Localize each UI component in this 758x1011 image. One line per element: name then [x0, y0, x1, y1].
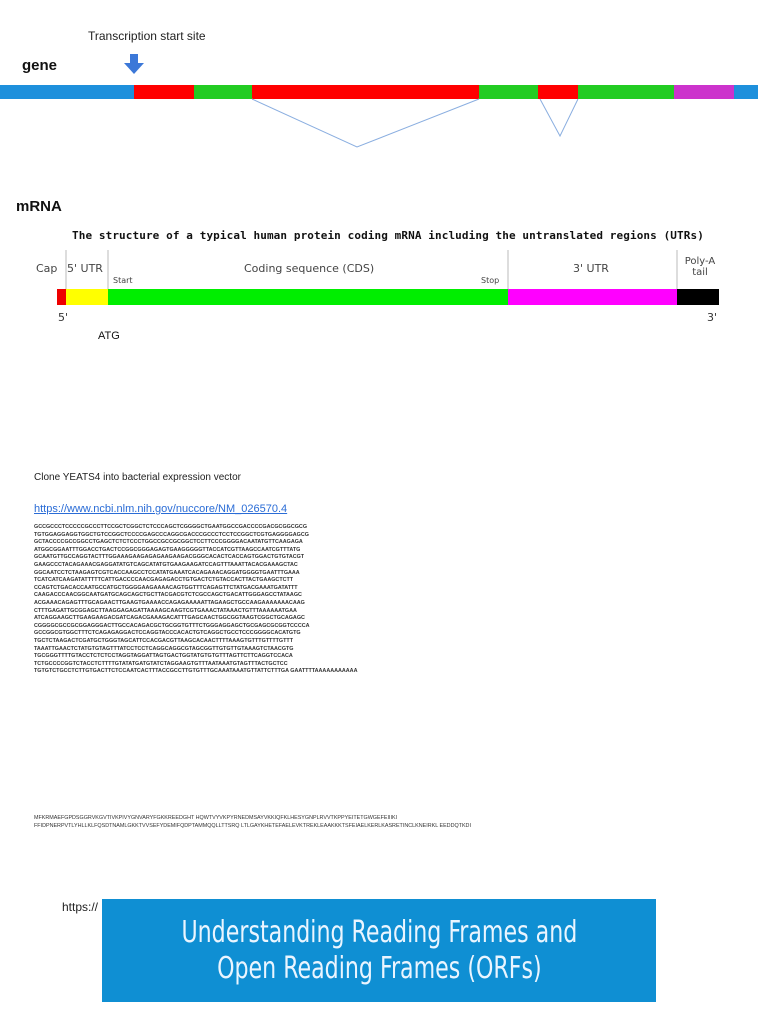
banner-title: Understanding Reading Frames and Open Reading Frames (ORFs) — [181, 914, 577, 986]
link-fragment: https:// — [62, 900, 99, 914]
mrna-polya — [677, 289, 719, 305]
sequence-line: CCAGTCTGACACCAATGCCATGCTGGGGAAGAAAACAGTGGTTTCAGAGTTCTATGACGAAATGATATTT — [34, 584, 298, 591]
utr5-label: 5' UTR — [67, 262, 103, 275]
gene-exon1-red — [134, 85, 194, 99]
sequence-line: GAAGCCCTACAGAAACGAGGATATGTCAGCATATGTGAAGAAGATCCAGTTTAAATTACACGAAAGCTAC — [34, 561, 298, 568]
polya-label: Poly-A tail — [684, 256, 716, 278]
sequence-line: TGTGTCTGCCTCTTGTGACTTCTCCAATCACTTTACCGCCTTGTGTTTGCAAATAAATGTTATTCTTTGA GAATTTTAAAAAAAAAAA — [34, 668, 358, 675]
mrna-utr3 — [508, 289, 677, 305]
splice-line-2 — [540, 99, 578, 136]
sequence-line: TGCTCTAAGACTCGATGCTGGGTAGCATTCCACGACGTTAAGCACAACTTTTAAAGTGTTTGTTTTGTTT — [34, 637, 293, 644]
stop-label: Stop — [481, 276, 500, 285]
start-label: Start — [113, 276, 133, 285]
sequence-line: GCTACCCCGCCGGCCTGAGCTCTCTCCCTGGCCGCCGCGGCTCCTTCCCGGGGACAATATGTTCAAGAGA — [34, 539, 303, 546]
gene-exon1-green — [194, 85, 252, 99]
sequence-line: TCATCATCAAGATATTTTTCATTGACCCCAACGAGAGACCTGTGACTCTGTACCACTTACTGAAGCTCTT — [34, 577, 294, 584]
mrna-structure-diagram — [55, 250, 725, 310]
dna-sequence — [34, 524, 357, 676]
sequence-line: ATGGCGGAATTTGGACCTGACTCCGGCGGGAGAGTGAAGGGGGTTACCATCGTTAAGCCAATCGTTTATG — [34, 546, 301, 553]
tss-label: Transcription start site — [88, 29, 206, 43]
sequence-line: CAAGACCCAACGGCAATGATGCAGCAGCTGCTTACGACGTCTCGCCAGCTGACATTGGGAGCCTATAAGC — [34, 592, 302, 599]
atg-label: ATG — [98, 330, 120, 342]
gene-structure-diagram — [0, 80, 758, 155]
three-prime-label: 3' — [707, 311, 718, 324]
sequence-line: TAAATTGAACTCTATGTGTAGTTTATCCTCCTCAGGCAGGCGTAGCGGTTGTGTTGTAAAGTCTAACGTG — [34, 645, 294, 652]
title-banner — [102, 899, 656, 1002]
mrna-utr5 — [66, 289, 108, 305]
sequence-line: CTTTGAGATTGCGGAGCTTAAGGAGAGATTAAAAGCAAGTCGTGAAACTATAAACTGTTTAAAAAATGAA — [34, 607, 297, 614]
splice-line-1 — [252, 99, 479, 147]
mrna-cap — [57, 289, 66, 305]
protein-line: FFIDPNERPVTLYHLLKLFQSDTNAMLGKKTVVSEFYDEMIFQDPTAMMQQLLTTSRQ LTLGAYKHETEFAELEVKTREKLEAAKKKTSFEIAELKERLKASRETINCLKNEIRKL EEDDQTKDI — [34, 823, 471, 829]
tss-arrow-icon — [123, 52, 145, 76]
five-prime-label: 5' — [58, 311, 69, 324]
mrna-diagram-title: The structure of a typical human protein coding mRNA including the untranslated regions (UTRs) — [72, 229, 704, 242]
protein-line: MFKRMAEFGPDSGGRVKGVTIVKPIVYGNVARYFGKKREEDGHT HQWTVYVKPYRNEDMSAYVKKIQFKLHESYGNPLRVVTKPPYEITETGWGEFEIIIKI — [34, 815, 398, 821]
sequence-line: TGTGGAGGAGGTGGCTGTCCGGCTCCCCGAGCCCAGGCGACCCGCCCTCCTCCGGCTCGTGAGGGGAGCG — [34, 531, 309, 538]
gene-intron1 — [252, 85, 479, 99]
gene-utr3 — [734, 85, 758, 99]
sequence-line: GCCGGCGTGGCTTTCTCAGAGAGGACTCCAGGTACCCACACTGTCAGGCTGCCTCCCGGGGCACATGTG — [34, 630, 301, 637]
ncbi-link[interactable]: https://www.ncbi.nlm.nih.gov/nuccore/NM_026570.4 — [34, 503, 288, 515]
sequence-line: TCTGCCCCGGTCTACCTCTTTTGTATATGATGTATCTAGGAAGTGTTTAATAAATGTAGTTTACTGCTCC — [34, 660, 288, 667]
sequence-line: ATCAGGAAGCTTGAAGAAGACGATCAGACGAAAGACATTTGAGCAACTGGCGGTAAGTCGGCTGCAGAGC — [34, 615, 305, 622]
gene-exon3 — [578, 85, 674, 99]
cap-label: Cap — [36, 262, 58, 275]
gene-exon4-polya — [674, 85, 734, 99]
mrna-label: mRNA — [16, 198, 62, 215]
gene-utr5 — [0, 85, 134, 99]
gene-intron2 — [538, 85, 578, 99]
clone-title: Clone YEATS4 into bacterial expression vector — [34, 472, 241, 483]
gene-exon2 — [479, 85, 538, 99]
sequence-line: ACGAAACAGAGTTTGCAGAACTTGAAGTGAAAACCAGAGAAAAATTAGAAGCTGCCAAGAAAAAAACAAG — [34, 599, 305, 606]
protein-sequence — [34, 814, 471, 830]
sequence-line: GCCGCCCTCCCCCGCCCTTCCGCTCGGCTCTCCCAGCTCGGGGCTGAATGGCCGACCCCGACGCGGCGCG — [34, 524, 308, 530]
sequence-line: CGGGGCGCCGCGGAGGGACTTGCCACAGACGCTGCGGTGTTTCTGGGAGGAGCTGCGAGCGCGGTCCCCA — [34, 622, 310, 629]
sequence-line: TGCGGGTTTTGTACCTCTCTCCTAGGTAGGATTAGTGACTGGTATGTGTGTTTAGTTCTTCAGGTCCACA — [34, 653, 293, 660]
sequence-line: GGCAATCCTCTAAGAGTCGTCACCAAGCCTCCATATGAAATCACAGAAACAGGATGGGGTGAATTTGAAA — [34, 569, 300, 576]
utr3-label: 3' UTR — [573, 262, 609, 275]
gene-label: gene — [22, 57, 58, 74]
mrna-cds — [108, 289, 508, 305]
cds-label: Coding sequence (CDS) — [244, 262, 375, 275]
sequence-line: GCAATGTTGCCAGGTACTTTGGAAAGAAGAGAGAAGAAGACGGGCACACTCACCAGTGGACTGTGTACGT — [34, 554, 305, 561]
